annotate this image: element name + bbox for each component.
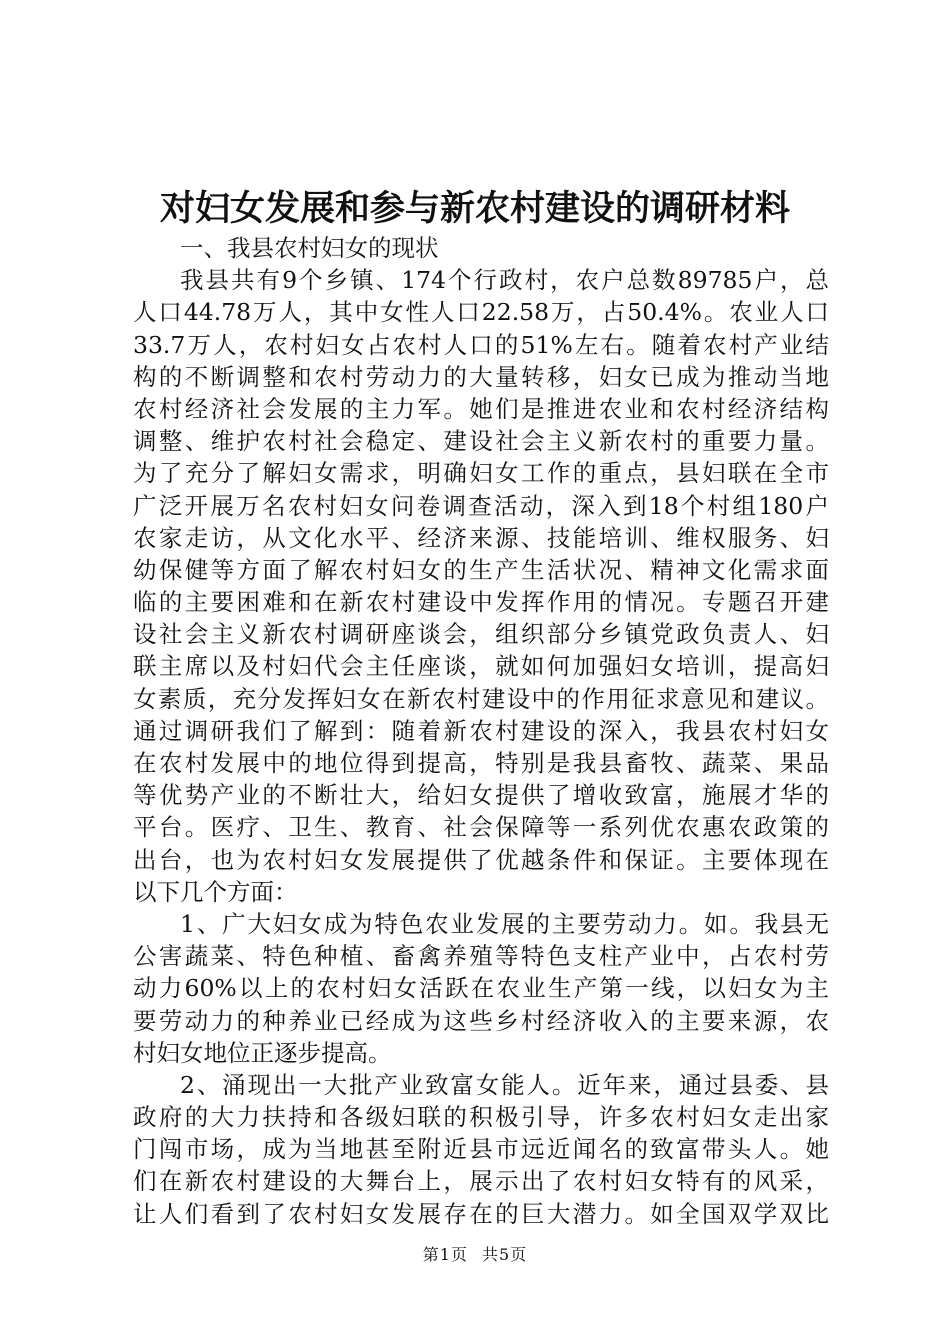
text-line: 广泛开展万名农村妇女问卷调查活动，深入到18个村组180户: [133, 491, 829, 520]
text-line: 一、我县农村妇女的现状: [180, 234, 439, 262]
page-footer: [0, 1244, 950, 1266]
document-title: 对妇女发展和参与新农村建设的调研材料: [159, 188, 790, 229]
text-line: 动力60%以上的农村妇女活跃在农业生产第一线，以妇女为主: [133, 974, 829, 1003]
text-line: 在农村发展中的地位得到提高，特别是我县畜牧、蔬菜、果品: [133, 749, 829, 777]
text-line: 设社会主义新农村调研座谈会，组织部分乡镇党政负责人、妇: [133, 620, 829, 649]
text-line: 1、广大妇女成为特色农业发展的主要劳动力。如。我县无: [180, 909, 829, 938]
page-total: 共5页: [482, 1245, 528, 1264]
text-line: 通过调研我们了解到：随着新农村建设的深入，我县农村妇女: [133, 716, 829, 745]
text-line: 2、涌现出一大批产业致富女能人。近年来，通过县委、县: [180, 1070, 829, 1099]
text-line: 平台。医疗、卫生、教育、社会保障等一系列优农惠农政策的: [133, 813, 829, 842]
text-line: 联主席以及村妇代会主任座谈，就如何加强妇女培训，提高妇: [133, 652, 829, 681]
text-line: 构的不断调整和农村劳动力的大量转移，妇女已成为推动当地: [133, 362, 829, 391]
document-body: [133, 232, 829, 1230]
text-line: 农家走访，从文化水平、经济来源、技能培训、维权服务、妇: [133, 523, 829, 552]
text-line: 33.7万人，农村妇女占农村人口的51%左右。随着农村产业结: [133, 330, 829, 359]
text-line: 人口44.78万人，其中女性人口22.58万，占50.4%。农业人口: [133, 298, 829, 327]
text-line: 们在新农村建设的大舞台上，展示出了农村妇女特有的风采，: [133, 1167, 829, 1196]
text-line: 政府的大力扶持和各级妇联的积极引导，许多农村妇女走出家: [133, 1103, 829, 1132]
text-line: 出台，也为农村妇女发展提供了优越条件和保证。主要体现在: [133, 845, 829, 874]
text-line: 为了充分了解妇女需求，明确妇女工作的重点，县妇联在全市: [133, 459, 829, 488]
text-line: 村妇女地位正逐步提高。: [133, 1038, 392, 1067]
page-number: 第1页: [422, 1245, 468, 1264]
text-line: 门闯市场，成为当地甚至附近县市远近闻名的致富带头人。她: [133, 1135, 829, 1164]
text-line: 女素质，充分发挥妇女在新农村建设中的作用征求意见和建议。: [133, 684, 829, 713]
text-line: 临的主要困难和在新农村建设中发挥作用的情况。专题召开建: [133, 588, 829, 617]
text-line: 公害蔬菜、特色种植、畜禽养殖等特色支柱产业中，占农村劳: [133, 942, 829, 971]
text-line: 农村经济社会发展的主力军。她们是推进农业和农村经济结构: [133, 394, 829, 423]
text-line: 以下几个方面：: [133, 877, 298, 906]
text-line: 我县共有9个乡镇、174个行政村，农户总数89785户，总: [180, 266, 829, 295]
text-line: 调整、维护农村社会稳定、建设社会主义新农村的重要力量。: [133, 427, 829, 456]
text-line: 要劳动力的种养业已经成为这些乡村经济收入的主要来源，农: [133, 1006, 829, 1035]
text-line: 让人们看到了农村妇女发展存在的巨大潜力。如全国双学双比: [133, 1199, 829, 1228]
text-line: 等优势产业的不断壮大，给妇女提供了增收致富，施展才华的: [133, 781, 829, 810]
text-line: 幼保健等方面了解农村妇女的生产生活状况、精神文化需求面: [133, 555, 829, 584]
